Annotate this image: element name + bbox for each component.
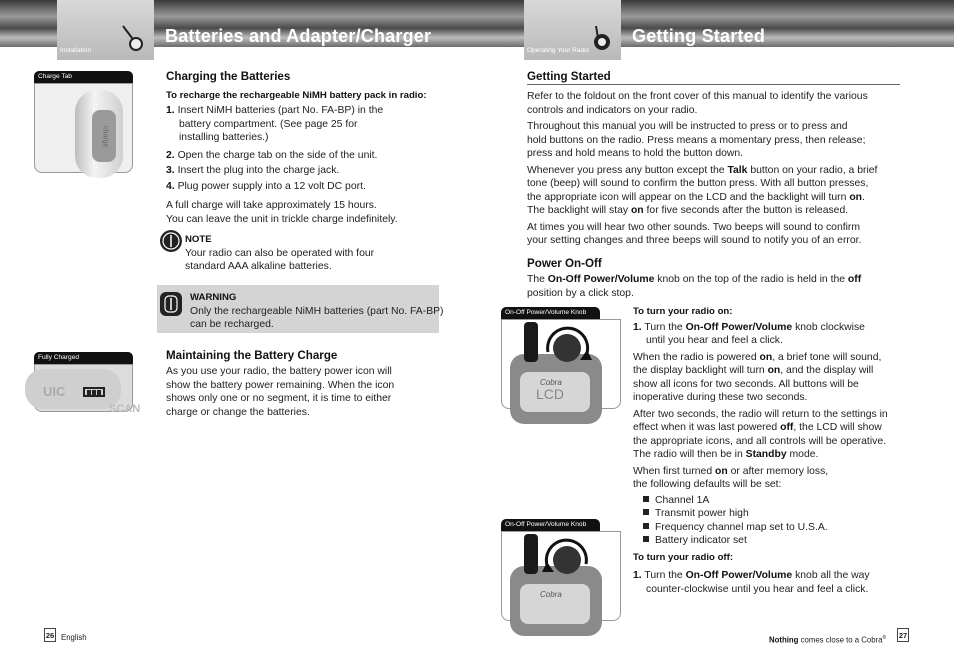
turn-on-step: 1. Turn the On-Off Power/Volume knob clockwise	[633, 321, 865, 333]
step-number: 3.	[166, 165, 175, 176]
radio-knob-icon	[590, 24, 616, 52]
charging-subheading: To recharge the rechargeable NiMH battery pack in radio:	[166, 90, 427, 101]
heading-rule	[527, 84, 900, 85]
getting-started-heading: Getting Started	[527, 70, 611, 83]
scan-label: SCAN	[109, 403, 141, 415]
list-item: Transmit power high	[643, 507, 888, 521]
step-3	[166, 164, 398, 178]
radio-lcd-shape	[520, 372, 590, 412]
step-text: Plug power supply into a 12 volt DC port.	[177, 180, 366, 192]
intro-line: controls and indicators on your radio.	[527, 104, 698, 116]
note-text: standard AAA alkaline batteries.	[185, 261, 332, 272]
turn-on-heading: To turn your radio on:	[633, 306, 733, 317]
warning-text: Only the rechargeable NiMH batteries (part No. FA-BP)	[190, 305, 444, 317]
page-number-left: 26	[44, 628, 56, 642]
note-text: Your radio can also be operated with four	[185, 247, 375, 259]
counterclockwise-arrow-icon	[540, 534, 598, 584]
maintaining-heading: Maintaining the Battery Charge	[166, 349, 338, 362]
warning-icon	[160, 292, 182, 316]
footer-left: English	[61, 633, 87, 642]
intro-text	[527, 90, 877, 248]
battery-full-icon	[83, 387, 105, 397]
intro-line: Refer to the foldout on the front cover of this manual to identify the various	[527, 91, 868, 102]
knob-photo-counterclockwise	[501, 531, 621, 621]
uic-label: UIC	[43, 384, 66, 399]
intro-line: The backlight will stay on for five seconds after the button is released.	[527, 205, 849, 216]
step-text: battery compartment. (See page 25 for	[179, 118, 358, 130]
page-number-right: 27	[897, 628, 909, 642]
turn-off-step-cont: counter-clockwise until you hear and feel a click.	[646, 583, 869, 595]
antenna-shape	[524, 322, 538, 362]
list-item: Battery indicator set	[643, 534, 888, 548]
step-4	[166, 180, 398, 194]
power-intro: The On-Off Power/Volume knob on the top of the radio is held in the off position by a click stop.	[527, 274, 862, 299]
footer-right: Nothing comes close to a Cobra®	[769, 635, 887, 645]
charging-heading: Charging the Batteries	[166, 70, 291, 83]
step-text: Insert the plug into the charge jack.	[177, 165, 340, 176]
note-label: NOTE	[185, 234, 212, 245]
step-1	[166, 104, 398, 118]
intro-line: press and hold means to hold the button down.	[527, 148, 744, 159]
step-text: Open the charge tab on the side of the unit.	[177, 149, 378, 161]
intro-line: Whenever you press any button except the Talk button on your radio, a brief	[527, 164, 878, 176]
intro-line: tone (beep) will sound to confirm the button press. With all button presses,	[527, 178, 869, 189]
lcd-shape	[25, 369, 121, 409]
turn-on-block: To turn your radio on: 1. Turn the On-Off Power/Volume knob clockwise until you hear and feel a click. When the radio is powered on, a brief tone will sound, the display backlight will turn on, and the display will show all icons for two seconds. All buttons will be inoperative during these two seconds. After two seconds, the radio will return to the settings in effect when it was last powered off, the LCD will show the appropriate icons, and all controls will be operative. The radio will then be in Standby mode. When first turned on or after memory loss, the following defaults will be set: Channel 1A Transmit power high Frequency channel map set to U.S.A. Battery indicator set To turn your radio off: 1. Turn the On-Off Power/Volume knob all the way counter-clockwise until you hear and feel a click.	[633, 306, 888, 595]
charge-tab-shape	[92, 110, 116, 162]
page-title-right: Getting Started	[632, 26, 766, 46]
defaults-list	[633, 494, 888, 548]
antenna-shape	[524, 534, 538, 574]
photo-caption-charge-tab: Charge Tab	[34, 71, 133, 83]
note-block	[185, 233, 374, 274]
photo-caption-knob-1: On-Off Power/Volume Knob	[501, 307, 600, 319]
full-charge-text: A full charge will take approximately 15 hours.	[166, 200, 377, 211]
cobra-logo: Cobra	[540, 590, 562, 599]
turn-on-step-cont: until you hear and feel a click.	[646, 335, 783, 346]
cobra-logo: Cobra	[540, 378, 562, 387]
list-item: Channel 1A	[643, 494, 888, 508]
note-icon	[160, 230, 182, 252]
intro-line: At times you will hear two other sounds. Two beeps will sound to confirm	[527, 221, 861, 233]
list-item: Frequency channel map set to U.S.A.	[643, 521, 888, 535]
maintaining-text	[166, 365, 394, 419]
photo-caption-knob-2: On-Off Power/Volume Knob	[501, 519, 600, 531]
turn-off-step: 1. Turn the On-Off Power/Volume knob all the way	[633, 570, 870, 581]
page-title-left: Batteries and Adapter/Charger	[165, 26, 432, 46]
step-number: 4.	[166, 180, 175, 192]
step-text: Insert NiMH batteries (part No. FA-BP) in the	[177, 105, 384, 116]
intro-line: Throughout this manual you will be instructed to press or to press and	[527, 121, 848, 132]
maintaining-line: show the battery power remaining. When the icon	[166, 379, 395, 391]
section-tab-label: Installation	[60, 46, 92, 54]
step-number: 2.	[166, 149, 175, 161]
full-charge-text: You can leave the unit in trickle charge indefinitely.	[166, 213, 398, 225]
lcd-text: LCD	[536, 386, 565, 402]
fully-charged-photo	[34, 364, 141, 415]
photo-caption-fully-charged: Fully Charged	[34, 352, 133, 364]
warning-block	[190, 291, 444, 332]
step-number: 1.	[166, 105, 175, 116]
intro-line: hold buttons on the radio. Press means a momentary press, then release;	[527, 134, 866, 146]
intro-line: the appropriate icon will appear on the LCD and the backlight will turn on.	[527, 191, 865, 203]
radio-lcd-shape	[520, 584, 590, 624]
turn-off-heading: To turn your radio off:	[633, 551, 734, 563]
clockwise-arrow-icon	[540, 322, 598, 372]
charge-tab-label: charge	[101, 126, 109, 148]
antenna-icon	[119, 24, 145, 52]
maintaining-line: As you use your radio, the battery power icon will	[166, 366, 392, 377]
step-text: installing batteries.)	[179, 132, 269, 143]
maintaining-line: shows only one or no segment, it is time to either	[166, 393, 392, 404]
intro-line: your setting changes and three beeps will sound to notify you of an error.	[527, 235, 862, 246]
power-heading: Power On-Off	[527, 257, 602, 270]
charging-steps	[166, 104, 398, 226]
knob-photo-clockwise	[501, 319, 621, 409]
section-tab-label: Operating Your Radio	[527, 46, 590, 54]
warning-label: WARNING	[190, 292, 237, 303]
charge-tab-photo	[34, 83, 133, 173]
maintaining-line: charge or change the batteries.	[166, 406, 310, 418]
warning-text: can be recharged.	[190, 319, 274, 330]
step-2	[166, 149, 398, 163]
